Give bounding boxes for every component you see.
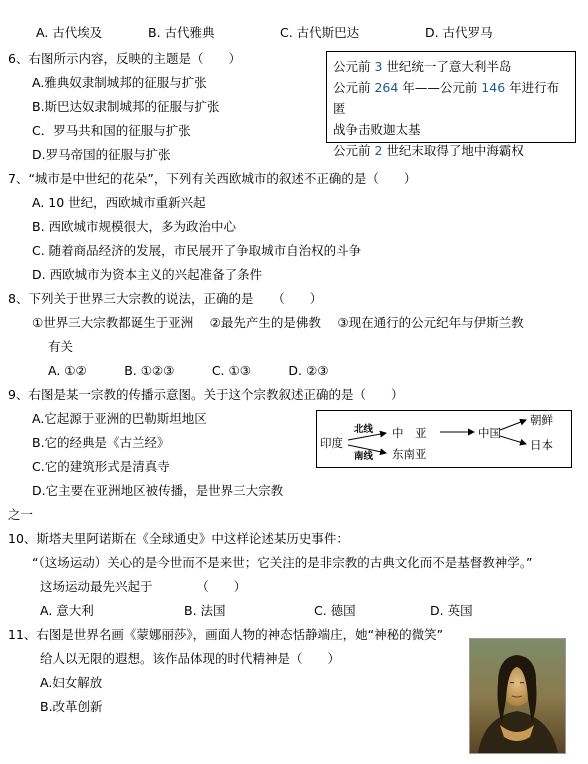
q11-option-a: A.妇女解放 xyxy=(40,675,103,690)
q6-box-line-4: 公元前 2 世纪末取得了地中海霸权 xyxy=(333,143,524,158)
q10-option-d: D. 英国 xyxy=(430,603,473,618)
q7-option-a: A. 10 世纪，西欧城市重新兴起 xyxy=(32,195,206,210)
q7-option-b: B. 西欧城市规模很大，多为政治中心 xyxy=(32,219,237,234)
diagram-southeast-asia: 东南亚 xyxy=(392,447,427,461)
q7-option-d: D. 西欧城市为资本主义的兴起准备了条件 xyxy=(32,267,263,282)
q6-box-line-1: 公元前 3 世纪统一了意大利半岛 xyxy=(333,59,512,74)
q8-stem: 8、下列关于世界三大宗教的说法，正确的是 （ ） xyxy=(8,291,323,306)
religion-spread-diagram xyxy=(316,410,572,468)
q5-option-b: B. 古代雅典 xyxy=(148,25,215,40)
q5-option-c: C. 古代斯巴达 xyxy=(280,25,360,40)
q7-stem: 7、“城市是中世纪的花朵”，下列有关西欧城市的叙述不正确的是（ ） xyxy=(8,171,417,186)
q11-stem: 11、右图是世界名画《蒙娜丽莎》，画面人物的神态恬静端庄，她“神秘的微笑” xyxy=(8,627,444,642)
q6-box-line-3: 战争击败迦太基 xyxy=(333,122,421,137)
q8-options: A. ①② B. ①②③ C. ①③ D. ②③ xyxy=(48,363,329,378)
q8-statements: ①世界三大宗教都诞生于亚洲 ②最先产生的是佛教 ③现在通行的公元纪年与伊斯兰教 xyxy=(32,315,524,330)
q6-option-d: D.罗马帝国的征服与扩张 xyxy=(32,147,171,162)
q6-box-line-2: 公元前 264 年——公元前 146 年进行布匿 xyxy=(333,80,560,116)
q9-option-d: D.它主要在亚洲地区被传播，是世界三大宗教 xyxy=(32,483,284,498)
diagram-north-label: 北线 xyxy=(354,424,374,435)
q5-option-d: D. 古代罗马 xyxy=(425,25,493,40)
diagram-central-asia: 中 亚 xyxy=(392,426,427,440)
q5-option-a: A. 古代埃及 xyxy=(36,25,103,40)
q10-option-c: C. 德国 xyxy=(314,603,356,618)
q9-option-a: A.它起源于亚洲的巴勒斯坦地区 xyxy=(32,411,207,426)
diagram-china: 中国 xyxy=(478,426,501,440)
q10-quote: “（这场运动）关心的是今世而不是来世；它关注的是非宗教的古典文化而不是基督教神学。” xyxy=(32,555,533,570)
q6-option-c: C．罗马共和国的征服与扩张 xyxy=(32,123,191,138)
diagram-south-label: 南线 xyxy=(354,451,374,462)
diagram-japan: 日本 xyxy=(530,438,553,452)
q10-option-a: A. 意大利 xyxy=(40,603,94,618)
q6-stem: 6、右图所示内容，反映的主题是（ ） xyxy=(8,51,241,66)
q9-option-d-wrap: 之一 xyxy=(8,507,34,522)
china-to-japan-arrow xyxy=(500,436,526,444)
q10-option-b: B. 法国 xyxy=(184,603,226,618)
q9-option-c: C.它的建筑形式是清真寺 xyxy=(32,459,170,474)
q6-info-box xyxy=(326,51,576,158)
q9-stem: 9、右图是某一宗教的传播示意图。关于这个宗教叙述正确的是（ ） xyxy=(8,387,404,402)
q10-question: 这场运动最先兴起于 （ ） xyxy=(40,579,247,594)
diagram-india: 印度 xyxy=(320,436,343,450)
china-to-korea-arrow xyxy=(500,420,526,430)
q7-option-c: C. 随着商品经济的发展，市民展开了争取城市自治权的斗争 xyxy=(32,243,362,258)
q10-stem: 10、斯塔夫里阿诺斯在《全球通史》中这样论述某历史事件： xyxy=(8,531,349,546)
q9-option-b: B.它的经典是《古兰经》 xyxy=(32,435,170,450)
diagram-korea: 朝鲜 xyxy=(530,413,553,427)
q6-option-a: A.雅典奴隶制城邦的征服与扩张 xyxy=(32,75,207,90)
q11-option-b: B.改革创新 xyxy=(40,699,103,714)
q11-stem-wrap: 给人以无限的遐想。该作品体现的时代精神是（ ） xyxy=(40,651,341,666)
mona-lisa-image xyxy=(469,638,566,754)
q6-option-b: B.斯巴达奴隶制城邦的征服与扩张 xyxy=(32,99,220,114)
q8-statements-wrap: 有关 xyxy=(48,339,74,354)
